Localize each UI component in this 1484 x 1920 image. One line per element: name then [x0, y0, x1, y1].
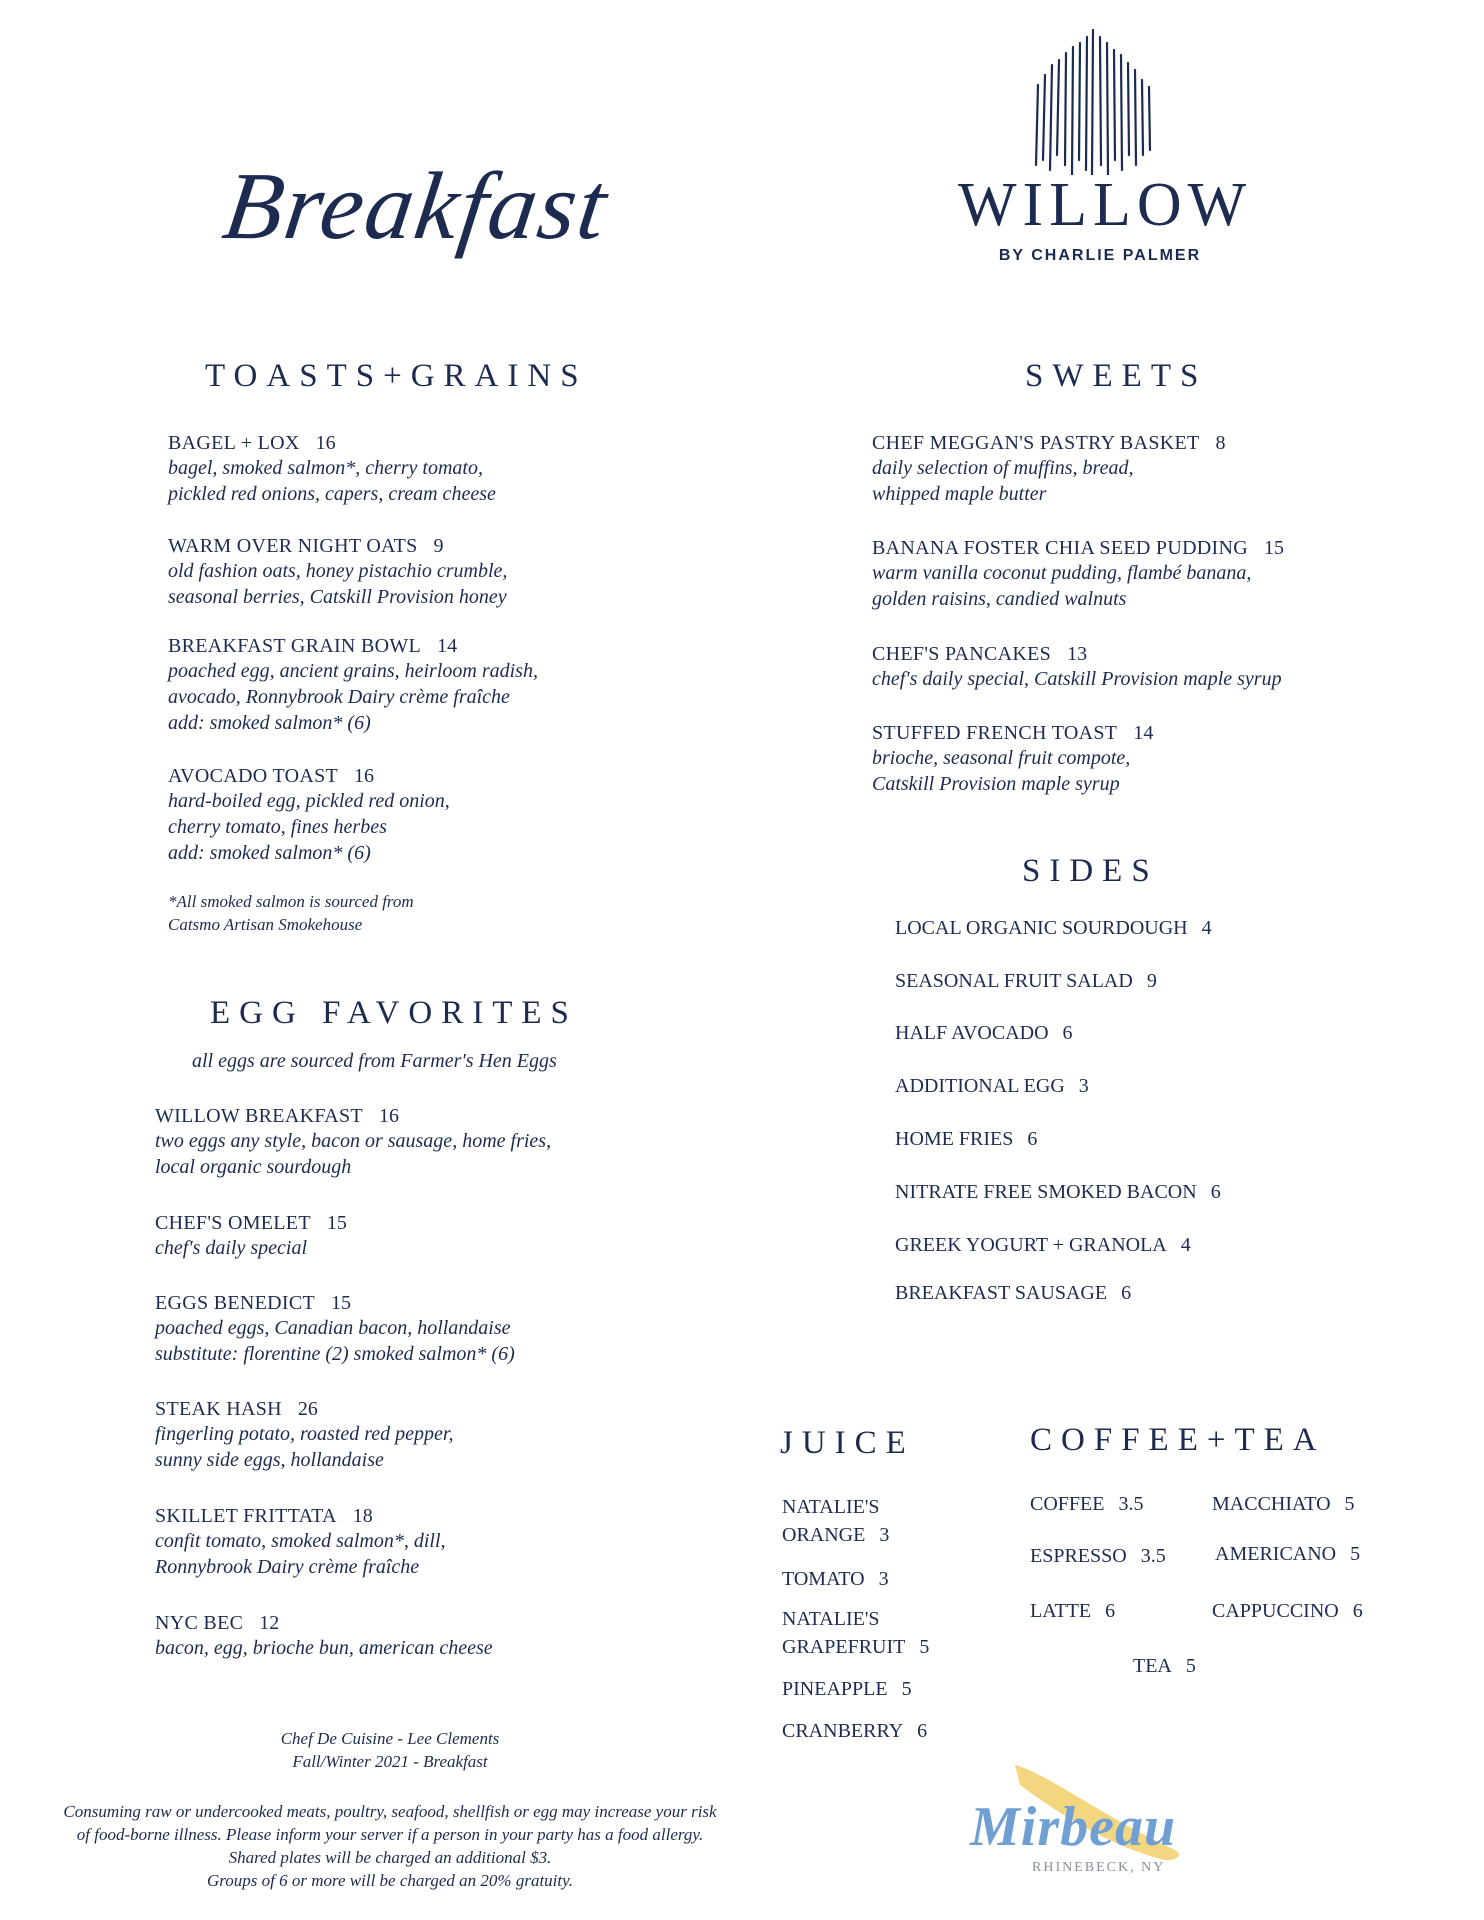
- coffee-item: [1030, 1600, 1115, 1623]
- item-name: BREAKFAST GRAIN BOWL: [168, 635, 422, 657]
- item-description: sunny side eggs, hollandaise: [155, 1449, 384, 1471]
- logo-subtitle: BY CHARLIE PALMER: [998, 247, 1202, 264]
- side-price: 6: [1121, 1282, 1132, 1304]
- willow-logo: [950, 25, 1253, 275]
- coffee-item: [1030, 1545, 1166, 1568]
- item-name: NYC BEC: [155, 1612, 244, 1634]
- item-name: STUFFED FRENCH TOAST: [872, 722, 1118, 744]
- coffee-name: AMERICANO: [1215, 1543, 1337, 1565]
- item-name: EGGS BENEDICT: [155, 1292, 316, 1314]
- juice-name-line: PINEAPPLE: [782, 1678, 888, 1700]
- item-price: 18: [352, 1505, 373, 1527]
- coffee-price: 5: [1350, 1543, 1361, 1565]
- item-name: CHEF'S OMELET: [155, 1212, 311, 1234]
- juice-name-line: CRANBERRY: [782, 1720, 904, 1742]
- item-description: golden raisins, candied walnuts: [872, 588, 1127, 610]
- item-price: 9: [433, 535, 444, 557]
- juice-price: 3: [879, 1524, 890, 1546]
- side-name: GREEK YOGURT + GRANOLA: [895, 1234, 1167, 1256]
- item-description: cherry tomato, fines herbes: [168, 816, 387, 838]
- item-description: Ronnybrook Dairy crème fraîche: [155, 1556, 420, 1578]
- item-price: 16: [378, 1105, 399, 1127]
- juice-item: [782, 1605, 929, 1661]
- item-name: SKILLET FRITTATA: [155, 1505, 337, 1527]
- item-name: WILLOW BREAKFAST: [155, 1105, 363, 1127]
- coffee-name: COFFEE: [1030, 1493, 1105, 1515]
- side-name: LOCAL ORGANIC SOURDOUGH: [895, 917, 1188, 939]
- menu-item: [155, 1612, 493, 1661]
- juice-item: [782, 1675, 912, 1703]
- section-title-toasts: TOASTS+GRAINS: [205, 358, 588, 394]
- item-price: 14: [1133, 722, 1154, 744]
- item-description: confit tomato, smoked salmon*, dill,: [155, 1530, 446, 1552]
- juice-price: 5: [919, 1636, 930, 1658]
- side-price: 6: [1027, 1128, 1038, 1150]
- item-description: old fashion oats, honey pistachio crumble,: [168, 560, 508, 582]
- menu-item: [155, 1292, 515, 1367]
- item-description: substitute: florentine (2) smoked salmon* (6): [155, 1343, 515, 1365]
- item-price: 12: [259, 1612, 280, 1634]
- item-price: 26: [297, 1398, 318, 1420]
- juice-item: [782, 1493, 889, 1549]
- item-description: add: smoked salmon* (6): [168, 712, 371, 734]
- menu-item: [155, 1398, 454, 1473]
- logo-wordmark: WILLOW: [958, 171, 1253, 239]
- coffee-price: 5: [1344, 1493, 1355, 1515]
- coffee-price: 3.5: [1118, 1493, 1144, 1515]
- menu-item: [168, 765, 450, 866]
- coffee-price: 5: [1185, 1655, 1196, 1677]
- coffee-price: 6: [1105, 1600, 1116, 1622]
- juice-name-line: NATALIE'S: [782, 1496, 880, 1518]
- item-description: chef's daily special, Catskill Provision maple syrup: [872, 668, 1282, 690]
- side-item: [895, 1128, 1037, 1151]
- item-description: avocado, Ronnybrook Dairy crème fraîche: [168, 686, 510, 708]
- item-price: 15: [1264, 537, 1284, 559]
- side-price: 6: [1210, 1181, 1221, 1203]
- item-description: poached eggs, Canadian bacon, hollandaise: [155, 1317, 511, 1339]
- coffee-name: LATTE: [1030, 1600, 1092, 1622]
- menu-item: [168, 635, 538, 736]
- coffee-name: MACCHIATO: [1212, 1493, 1331, 1515]
- mirbeau-logo: [960, 1755, 1250, 1885]
- side-item: [895, 917, 1212, 940]
- side-name: HALF AVOCADO: [895, 1022, 1049, 1044]
- item-description: two eggs any style, bacon or sausage, home fries,: [155, 1130, 552, 1152]
- willow-tree-icon: [950, 25, 1250, 175]
- section-title-coffee: COFFEE+TEA: [1030, 1422, 1326, 1458]
- mirbeau-wordmark: Mirbeau: [970, 1796, 1177, 1858]
- menu-item: [168, 535, 507, 610]
- item-name: BAGEL + LOX: [168, 432, 300, 454]
- item-description: Catskill Provision maple syrup: [872, 773, 1120, 795]
- item-description: pickled red onions, capers, cream cheese: [168, 483, 496, 505]
- disclaimer: Consuming raw or undercooked meats, poultry, seafood, shellfish or egg may increase your risk of food-borne illness. Please inform your server if a person in your party has a food allergy. Shared plates will be charged an additional $3. Groups of 6 or more will be charged an 20% gratuity.: [63, 1802, 717, 1890]
- menu-item: [872, 537, 1284, 612]
- side-name: NITRATE FREE SMOKED BACON: [895, 1181, 1197, 1203]
- coffee-item: [1215, 1543, 1360, 1566]
- section-title-eggs: EGG FAVORITES: [210, 995, 578, 1031]
- item-price: 15: [326, 1212, 347, 1234]
- item-description: seasonal berries, Catskill Provision honey: [168, 586, 507, 608]
- item-description: poached egg, ancient grains, heirloom radish,: [168, 660, 538, 682]
- section-title-juice: JUICE: [780, 1425, 915, 1461]
- coffee-name: TEA: [1133, 1655, 1172, 1677]
- coffee-item: [1030, 1493, 1143, 1516]
- mirbeau-location: RHINEBECK, NY: [1032, 1860, 1166, 1875]
- juice-name-line: NATALIE'S: [782, 1608, 880, 1630]
- menu-title: Breakfast: [217, 152, 615, 259]
- juice-item: [782, 1717, 927, 1745]
- item-description: brioche, seasonal fruit compote,: [872, 747, 1131, 769]
- item-description: add: smoked salmon* (6): [168, 842, 371, 864]
- item-name: AVOCADO TOAST: [168, 765, 339, 787]
- juice-item: [782, 1565, 889, 1593]
- item-description: chef's daily special: [155, 1237, 308, 1259]
- menu-item: [168, 432, 496, 507]
- coffee-price: 3.5: [1140, 1545, 1166, 1567]
- item-price: 15: [331, 1292, 352, 1314]
- item-description: fingerling potato, roasted red pepper,: [155, 1423, 454, 1445]
- item-description: whipped maple butter: [872, 483, 1047, 505]
- item-price: 13: [1067, 643, 1088, 665]
- section-title-sweets: SWEETS: [1025, 358, 1208, 394]
- side-name: HOME FRIES: [895, 1128, 1014, 1150]
- item-description: local organic sourdough: [155, 1156, 352, 1178]
- coffee-item: [1212, 1493, 1355, 1516]
- side-price: 3: [1078, 1075, 1089, 1097]
- item-name: WARM OVER NIGHT OATS: [168, 535, 418, 557]
- salmon-note: *All smoked salmon is sourced from Catsmo Artisan Smokehouse: [168, 892, 414, 934]
- item-name: STEAK HASH: [155, 1398, 282, 1420]
- side-item: [895, 1181, 1221, 1204]
- side-item: [895, 1234, 1191, 1257]
- juice-price: 3: [878, 1568, 889, 1590]
- item-price: 8: [1215, 432, 1226, 454]
- item-description: hard-boiled egg, pickled red onion,: [168, 790, 450, 812]
- menu-item: [155, 1105, 551, 1180]
- side-item: [895, 1282, 1131, 1305]
- side-price: 4: [1180, 1234, 1191, 1256]
- juice-name-line: ORANGE: [782, 1524, 866, 1546]
- menu-item: [872, 643, 1282, 692]
- juice-price: 5: [901, 1678, 912, 1700]
- side-item: [895, 970, 1157, 993]
- side-item: [895, 1022, 1073, 1045]
- side-name: ADDITIONAL EGG: [895, 1075, 1065, 1097]
- side-price: 9: [1146, 970, 1157, 992]
- coffee-item: [1133, 1655, 1196, 1678]
- eggs-subtitle: all eggs are sourced from Farmer's Hen Eggs: [192, 1050, 557, 1072]
- juice-price: 6: [917, 1720, 928, 1742]
- item-price: 16: [354, 765, 375, 787]
- menu-item: [155, 1505, 446, 1580]
- item-description: warm vanilla coconut pudding, flambé banana,: [872, 562, 1252, 584]
- item-name: CHEF MEGGAN'S PASTRY BASKET: [872, 432, 1200, 454]
- side-name: BREAKFAST SAUSAGE: [895, 1282, 1108, 1304]
- item-price: 14: [437, 635, 458, 657]
- coffee-name: CAPPUCCINO: [1212, 1600, 1339, 1622]
- item-description: daily selection of muffins, bread,: [872, 457, 1134, 479]
- side-price: 4: [1201, 917, 1212, 939]
- item-name: CHEF'S PANCAKES: [872, 643, 1052, 665]
- coffee-price: 6: [1352, 1600, 1363, 1622]
- item-price: 16: [315, 432, 336, 454]
- menu-item: [155, 1212, 347, 1261]
- item-description: bacon, egg, brioche bun, american cheese: [155, 1637, 493, 1659]
- side-name: SEASONAL FRUIT SALAD: [895, 970, 1133, 992]
- chef-credit: Chef De Cuisine - Lee Clements Fall/Winter 2021 - Breakfast: [280, 1729, 500, 1771]
- side-price: 6: [1062, 1022, 1073, 1044]
- side-item: [895, 1075, 1089, 1098]
- menu-item: [872, 722, 1153, 797]
- item-name: BANANA FOSTER CHIA SEED PUDDING: [872, 537, 1248, 559]
- section-title-sides: SIDES: [1022, 853, 1159, 889]
- item-description: bagel, smoked salmon*, cherry tomato,: [168, 457, 483, 479]
- coffee-item: [1212, 1600, 1363, 1623]
- coffee-name: ESPRESSO: [1030, 1545, 1127, 1567]
- juice-name-line: GRAPEFRUIT: [782, 1636, 906, 1658]
- menu-item: [872, 432, 1226, 507]
- juice-name-line: TOMATO: [782, 1568, 865, 1590]
